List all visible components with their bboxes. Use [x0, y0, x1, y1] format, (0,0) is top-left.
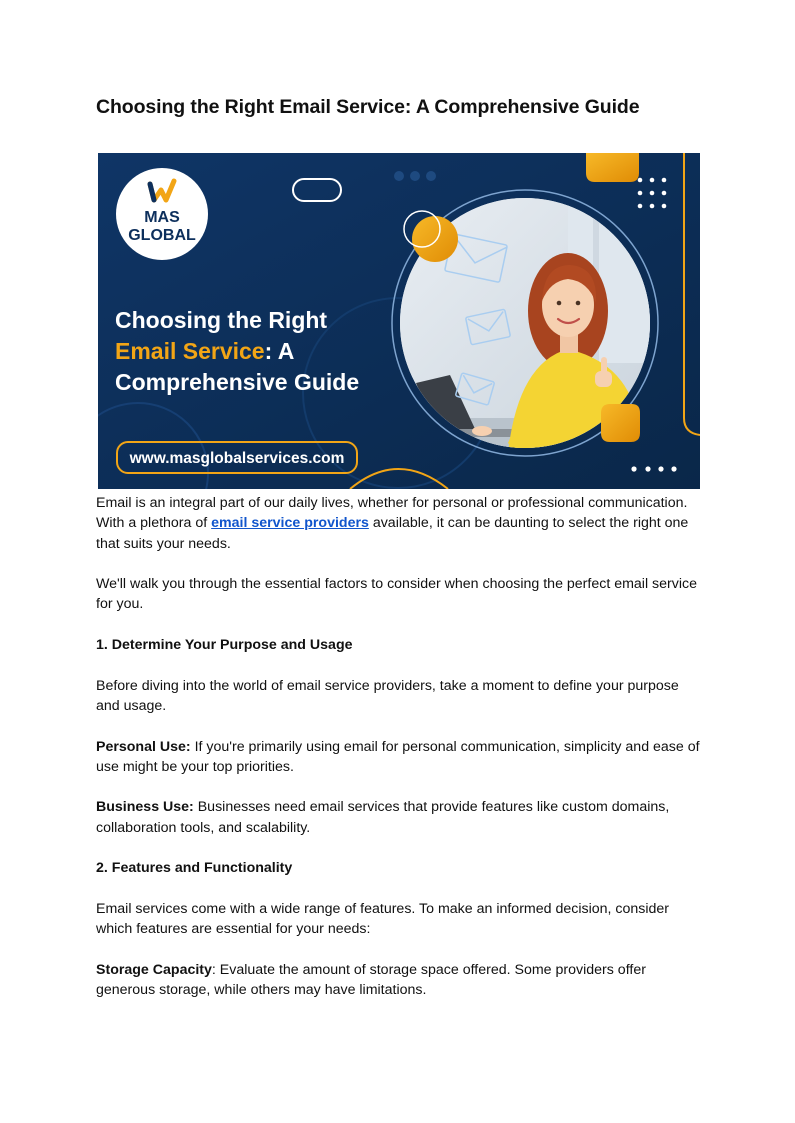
banner-headline-line3: Comprehensive Guide [115, 369, 360, 395]
logo-text-line2: GLOBAL [128, 227, 196, 244]
features-paragraph: Email services come with a wide range of features. To make an informed decision, consider which features are essential for your needs: [96, 900, 670, 938]
storage-paragraph [96, 960, 702, 1001]
article-body [96, 493, 702, 1021]
section-heading-features: 2. Features and Functionality [96, 860, 293, 877]
business-use-label: Business Use: [96, 799, 194, 816]
hero-banner [98, 153, 700, 489]
purpose-paragraph: Before diving into the world of email service providers, take a moment to define your purpose and usage. [96, 677, 679, 714]
banner-headline-line2 [115, 338, 294, 364]
personal-use-text: If you're primarily using email for personal communication, simplicity and ease of use might be your top priorities. [96, 738, 700, 775]
logo-text-line1: MAS [144, 209, 180, 226]
business-use-text: Businesses need email services that provide features like custom domains, collaboration tools, and scalability. [96, 799, 670, 836]
gold-tile-decoration [586, 153, 639, 182]
banner-headline-highlight: Email Service [115, 338, 265, 364]
business-use-paragraph [96, 797, 702, 838]
bg-dots-decoration [394, 171, 436, 181]
intro-paragraph [96, 493, 702, 554]
page-title: Choosing the Right Email Service: A Comprehensive Guide [96, 96, 640, 118]
banner-headline-line1: Choosing the Right [115, 307, 328, 333]
intro-text: Email is an integral part of our daily lives, whether for personal or professional communication. With a plethora of [96, 495, 688, 532]
storage-label: Storage Capacity [96, 961, 212, 978]
section-heading-purpose: 1. Determine Your Purpose and Usage [96, 637, 353, 654]
storage-text: : Evaluate the amount of storage space offered. Some providers offer generous storage, while others may have limitations. [96, 961, 646, 999]
banner-graphic [98, 153, 700, 489]
email-service-providers-link[interactable]: email service providers [211, 515, 369, 532]
banner-website: www.masglobalservices.com [129, 450, 345, 467]
walkthrough-paragraph: We'll walk you through the essential factors to consider when choosing the perfect email service for you. [96, 576, 697, 613]
gold-circle-decoration [412, 216, 458, 262]
personal-use-paragraph [96, 737, 702, 778]
banner-headline-rest: : A [264, 338, 295, 364]
personal-use-label: Personal Use: [96, 738, 191, 755]
intro-text-end: available, it can be daunting to select the right one that suits your needs. [96, 515, 689, 552]
gold-tile-decoration [601, 404, 640, 442]
